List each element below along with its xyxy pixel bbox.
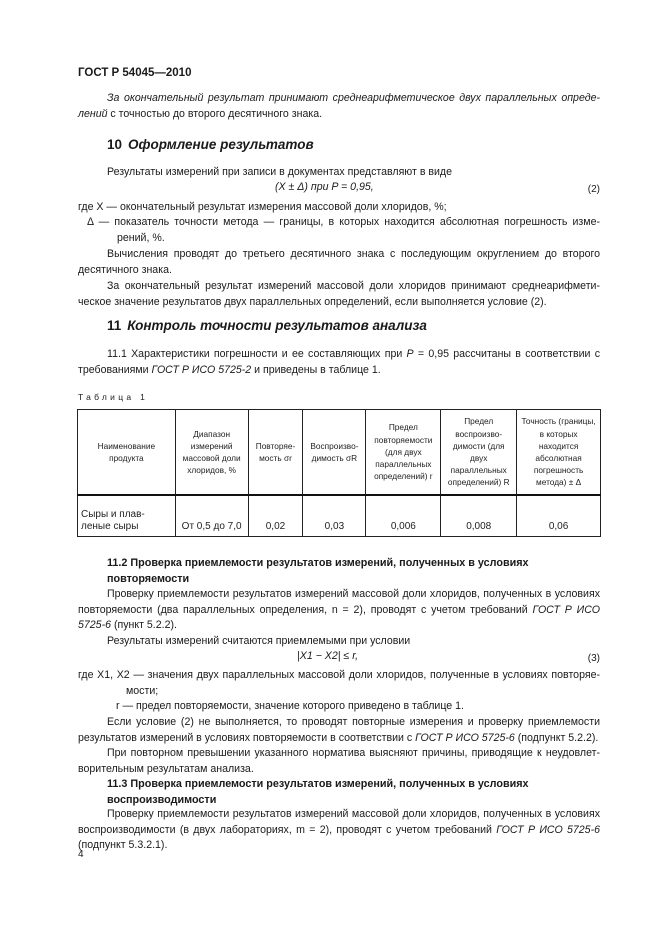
section-10-p2: Вычисления проводят до третьего десятичного знака с последующим округлением до второго десятичного знака. — [78, 248, 600, 276]
section-10-p3: За окончательный результат измерений массовой доли хлоридов принимают среднеарифмети-ческое значение результатов двух параллельных определений, если выполняется условие (2). — [78, 280, 600, 308]
where-delta: Δ — показатель точности метода — границы, в которых находится абсолютная погрешность изме-рений, %. — [87, 216, 600, 244]
section-11-3-heading: 11.3 Проверка приемлемости результатов измерений, полученных в условиях воспроизводимости — [107, 778, 529, 806]
document-header: ГОСТ Р 54045—2010 — [78, 67, 192, 79]
section-11-heading: 11 Контроль точности результатов анализа — [107, 318, 427, 333]
section-11-2-p4: При повторном превышении указанного норматива выясняют причины, приводящие к неудовлет-ворительным результатам анализа. — [78, 747, 600, 775]
section-11-2-p2: Результаты измерений считаются приемлемыми при условии — [107, 635, 411, 647]
col-header-reproducibility-limit: Предел воспроизво-димости (для двух параллельных определений) R — [441, 410, 517, 496]
page-number: 4 — [78, 849, 84, 860]
cell-reproducibility-limit: 0,008 — [441, 495, 517, 537]
col-header-repeatability-limit: Предел повторяемости (для двух параллельных определений) r — [366, 410, 441, 496]
cell-repeatability-limit: 0,006 — [366, 495, 441, 537]
section-11-3-p1: Проверку приемлемости результатов измерений массовой доли хлоридов, полученных в условиях воспроизводимости (в двух лабораториях, m = 2), проводят с учетом требований ГОСТ Р ИСО 5725-6 (подпункт 5.3.2.1). — [78, 808, 600, 852]
table-row — [78, 495, 601, 537]
col-header-reproducibility: Воспроизво-димость σR — [303, 410, 366, 496]
equation-3-number: (3) — [587, 653, 600, 664]
equation-2: (X ± Δ) при P = 0,95, — [275, 181, 374, 193]
cell-product: Сыры и плав-леные сыры — [78, 495, 176, 537]
section-11-2-heading: 11.2 Проверка приемлемости результатов измерений, полученных в условиях повторяемости — [107, 557, 529, 585]
col-header-repeatability: Повторяе-мость σr — [248, 410, 303, 496]
table-header-row — [78, 410, 601, 496]
equation-3: |X1 − X2| ≤ r, — [297, 650, 359, 662]
precision-table — [77, 409, 601, 537]
intro-paragraph — [78, 91, 600, 122]
where-x: где X — окончательный результат измерения массовой доли хлоридов, %; — [78, 201, 447, 213]
section-10-heading: 10 Оформление результатов — [107, 137, 314, 152]
where-x1-x2: где X1, X2 — значения двух параллельных массовой доли хлоридов, полученные в условиях повторяе-мости; — [78, 669, 600, 697]
cell-reproducibility: 0,03 — [303, 495, 366, 537]
cell-accuracy: 0,06 — [517, 495, 601, 537]
col-header-accuracy: Точность (границы, в которых находится абсолютная погрешность метода) ± Δ — [517, 410, 601, 496]
where-r: r — предел повторяемости, значение которого приведено в таблице 1. — [116, 700, 464, 712]
intro-italic: За окончательный результат принимают среднеарифметическое двух параллельных опреде-лений — [78, 92, 600, 120]
table-caption: Таблица 1 — [78, 392, 149, 402]
cell-repeatability: 0,02 — [248, 495, 303, 537]
section-11-2-p3: Если условие (2) не выполняется, то проводят повторные измерения и проверку приемлемости результатов измерений в условиях повторяемости в соответствии с ГОСТ Р ИСО 5725-6 (подпункт 5.2.2). — [78, 716, 600, 744]
section-11-2-p1: Проверку приемлемости результатов измерений массовой доли хлоридов, полученных в условиях повторяемости (два параллельных определения, n = 2), проводят с учетом требований ГОСТ Р ИСО 5725-6 (пункт 5.2.2). — [78, 588, 600, 632]
intro-rest: с точностью до второго десятичного знака. — [107, 107, 323, 120]
section-10-p1: Результаты измерений при записи в документах представляют в виде — [107, 166, 453, 178]
equation-2-number: (2) — [587, 184, 600, 195]
col-header-product: Наименование продукта — [78, 410, 176, 496]
cell-range: От 0,5 до 7,0 — [175, 495, 248, 537]
section-11-1-paragraph: 11.1 Характеристики погрешности и ее составляющих при P = 0,95 рассчитаны в соответствии с требованиями ГОСТ Р ИСО 5725-2 и приведены в таблице 1. — [78, 348, 600, 376]
col-header-range: Диапазон измерений массовой доли хлоридов, % — [175, 410, 248, 496]
